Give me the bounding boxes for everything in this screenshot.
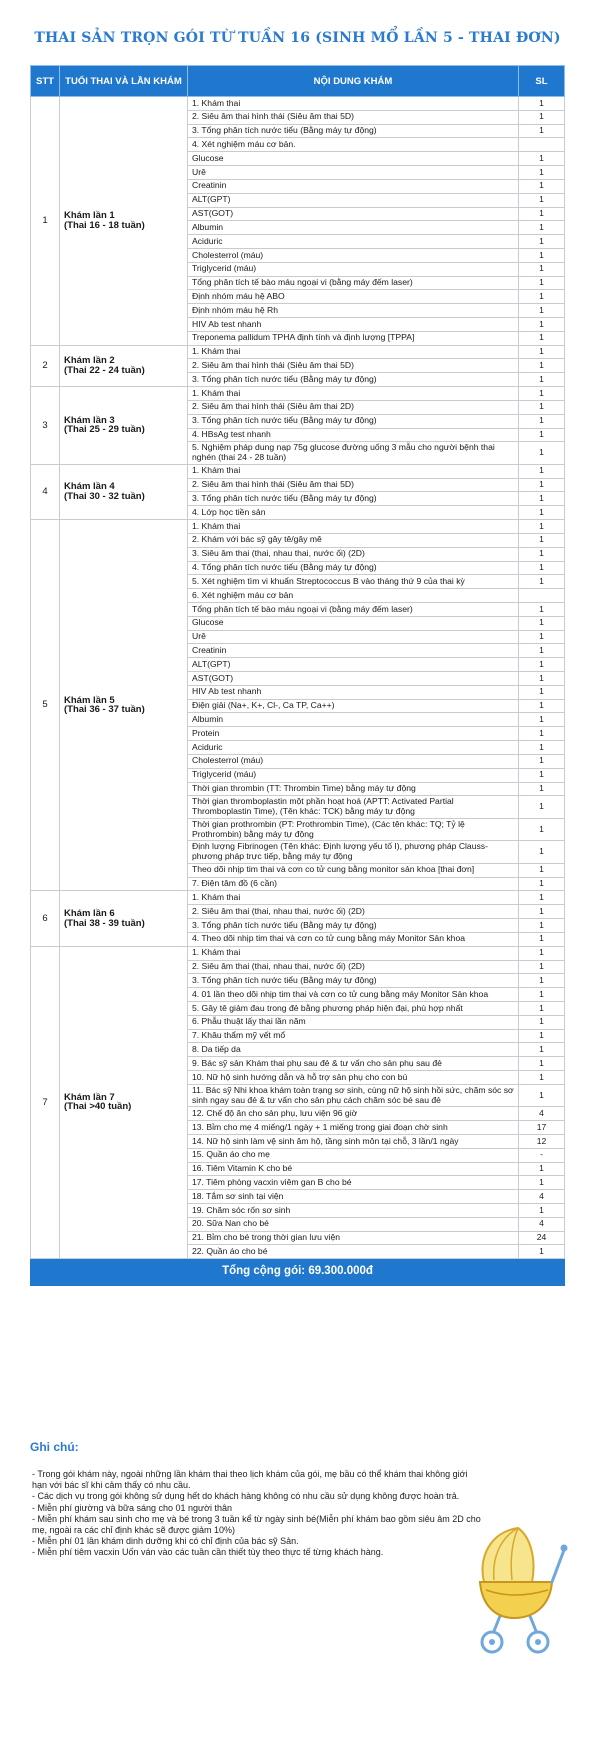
exam-item-cell: 1. Khám thai xyxy=(188,97,519,111)
quantity-cell: 1 xyxy=(519,547,565,561)
exam-item-cell: HIV Ab test nhanh xyxy=(188,318,519,332)
quantity-cell: 1 xyxy=(519,414,565,428)
baby-stroller-illustration xyxy=(470,1510,570,1660)
note-item: - Trong gói khám này, ngoài những lần khám thai theo lịch khám của gói, mẹ bầu có thể khám thai không giới hạn với bác sĩ khi cảm thấy có nhu cầu. xyxy=(32,1469,468,1491)
quantity-cell: 1 xyxy=(519,988,565,1002)
quantity-cell: 1 xyxy=(519,359,565,373)
quantity-cell: 1 xyxy=(519,946,565,960)
exam-item-cell: Albumin xyxy=(188,221,519,235)
quantity-cell: 1 xyxy=(519,685,565,699)
exam-item-cell: 19. Chăm sóc rốn sơ sinh xyxy=(188,1204,519,1218)
exam-item-cell: 1. Khám thai xyxy=(188,946,519,960)
quantity-cell: 1 xyxy=(519,782,565,796)
quantity-cell: 1 xyxy=(519,713,565,727)
exam-item-cell: 6. Phẫu thuật lấy thai lần năm xyxy=(188,1015,519,1029)
quantity-cell: 1 xyxy=(519,630,565,644)
quantity-cell: 4 xyxy=(519,1190,565,1204)
exam-item-cell: 1. Khám thai xyxy=(188,464,519,478)
note-item: - Miễn phí tiêm vacxin Uốn ván vào các tuần cần thiết tùy theo thực tế từng khách hàng. xyxy=(32,1547,384,1558)
exam-item-cell: 3. Tổng phân tích nước tiểu (Bằng máy tự động) xyxy=(188,414,519,428)
stt-cell: 5 xyxy=(31,520,60,891)
quantity-cell: 1 xyxy=(519,1043,565,1057)
exam-item-cell: 1. Khám thai xyxy=(188,891,519,905)
exam-item-cell: 12. Chế độ ăn cho sản phụ, lưu viện 96 giờ xyxy=(188,1107,519,1121)
exam-item-cell: Glucose xyxy=(188,616,519,630)
table-row xyxy=(31,464,565,478)
visit-age-cell: Khám lần 7 (Thai >40 tuần) xyxy=(60,946,188,1259)
stt-cell: 2 xyxy=(31,345,60,386)
exam-item-cell: 3. Tổng phân tích nước tiểu (Bằng máy tự động) xyxy=(188,373,519,387)
exam-item-cell: 4. Theo dõi nhịp tim thai và cơn co tử cung bằng máy Monitor Sản khoa xyxy=(188,932,519,946)
quantity-cell: 1 xyxy=(519,97,565,111)
exam-item-cell: 13. Bỉm cho mẹ 4 miếng/1 ngày + 1 miếng trong giai đoạn chờ sinh xyxy=(188,1121,519,1135)
exam-item-cell: ALT(GPT) xyxy=(188,658,519,672)
quantity-cell: 1 xyxy=(519,207,565,221)
quantity-cell: 1 xyxy=(519,193,565,207)
exam-item-cell: Định nhóm máu hệ Rh xyxy=(188,304,519,318)
quantity-cell: 1 xyxy=(519,152,565,166)
visit-age-cell: Khám lần 4 (Thai 30 - 32 tuần) xyxy=(60,464,188,519)
quantity-cell: 1 xyxy=(519,478,565,492)
quantity-cell: 12 xyxy=(519,1134,565,1148)
quantity-cell: 1 xyxy=(519,290,565,304)
quantity-cell: 1 xyxy=(519,602,565,616)
exam-item-cell: 17. Tiêm phòng vacxin viêm gan B cho bé xyxy=(188,1176,519,1190)
total-row xyxy=(31,1259,565,1286)
table-row xyxy=(31,946,565,960)
exam-item-cell: AST(GOT) xyxy=(188,672,519,686)
quantity-cell: 1 xyxy=(519,304,565,318)
visit-age-cell: Khám lần 1 (Thai 16 - 18 tuần) xyxy=(60,97,188,346)
exam-item-cell: 2. Siêu âm thai hình thái (Siêu âm thai 5D) xyxy=(188,359,519,373)
exam-item-cell: 2. Siêu âm thai hình thái (Siêu âm thai 5D) xyxy=(188,478,519,492)
quantity-cell: 1 xyxy=(519,768,565,782)
exam-item-cell: 2. Khám với bác sỹ gây tê/gây mê xyxy=(188,533,519,547)
exam-item-cell: 22. Quần áo cho bé xyxy=(188,1245,519,1259)
exam-item-cell: Creatinin xyxy=(188,644,519,658)
table-row xyxy=(31,520,565,534)
stt-cell: 3 xyxy=(31,387,60,465)
stt-cell: 1 xyxy=(31,97,60,346)
exam-item-cell: 2. Siêu âm thai (thai, nhau thai, nước ối) (2D) xyxy=(188,905,519,919)
quantity-cell: 4 xyxy=(519,1217,565,1231)
stt-cell: 6 xyxy=(31,891,60,946)
quantity-cell: 1 xyxy=(519,741,565,755)
table-row xyxy=(31,891,565,905)
exam-item-cell: 8. Da tiếp da xyxy=(188,1043,519,1057)
exam-item-cell: Aciduric xyxy=(188,741,519,755)
exam-item-cell: 1. Khám thai xyxy=(188,387,519,401)
quantity-cell: 1 xyxy=(519,1162,565,1176)
exam-item-cell: 1. Khám thai xyxy=(188,345,519,359)
exam-item-cell: 3. Tổng phân tích nước tiểu (Bằng máy tự động) xyxy=(188,974,519,988)
header-age: TUỔI THAI VÀ LẦN KHÁM xyxy=(60,66,188,97)
exam-item-cell: Triglycerid (máu) xyxy=(188,262,519,276)
quantity-cell: 1 xyxy=(519,318,565,332)
quantity-cell: 1 xyxy=(519,1245,565,1259)
exam-item-cell: Thời gian thrombin (TT: Thrombin Time) bằng máy tự động xyxy=(188,782,519,796)
exam-item-cell: 16. Tiêm Vitamin K cho bé xyxy=(188,1162,519,1176)
exam-item-cell: 11. Bác sỹ Nhi khoa khám toàn trạng sơ sinh, cùng nữ hộ sinh hồi sức, chăm sóc sơ sinh ngay sau đẻ & tư vấn cho sản phụ cách chăm sóc bé sau đẻ xyxy=(188,1084,519,1107)
quantity-cell: 1 xyxy=(519,699,565,713)
exam-item-cell: 4. Lớp học tiền sản xyxy=(188,506,519,520)
exam-item-cell: Protein xyxy=(188,727,519,741)
quantity-cell: 1 xyxy=(519,166,565,180)
table-row xyxy=(31,97,565,111)
quantity-cell: 1 xyxy=(519,345,565,359)
exam-item-cell: Cholesterrol (máu) xyxy=(188,248,519,262)
exam-item-cell: 3. Tổng phân tích nước tiểu (Bằng máy tự động) xyxy=(188,492,519,506)
visit-age-cell: Khám lần 3 (Thai 25 - 29 tuần) xyxy=(60,387,188,465)
notes-title: Ghi chú: xyxy=(30,1440,79,1454)
exam-item-cell: 3. Siêu âm thai (thai, nhau thai, nước ối) (2D) xyxy=(188,547,519,561)
notes-list xyxy=(32,1469,482,1559)
quantity-cell: 1 xyxy=(519,877,565,891)
quantity-cell: 1 xyxy=(519,575,565,589)
note-item: - Miễn phí giường và bữa sáng cho 01 người thân xyxy=(32,1502,232,1513)
header-qty: SL xyxy=(519,66,565,97)
quantity-cell: 1 xyxy=(519,727,565,741)
quantity-cell: 1 xyxy=(519,492,565,506)
quantity-cell: 1 xyxy=(519,110,565,124)
exam-item-cell: Định nhóm máu hệ ABO xyxy=(188,290,519,304)
exam-item-cell: 4. 01 lần theo dõi nhịp tim thai và cơn co tử cung bằng máy Monitor Sản khoa xyxy=(188,988,519,1002)
exam-item-cell: ALT(GPT) xyxy=(188,193,519,207)
exam-item-cell: 2. Siêu âm thai (thai, nhau thai, nước ối) (2D) xyxy=(188,960,519,974)
page-title: THAI SẢN TRỌN GÓI TỪ TUẦN 16 (SINH MỔ LẦN 5 - THAI ĐƠN) xyxy=(34,30,561,46)
quantity-cell: 1 xyxy=(519,1001,565,1015)
quantity-cell: 1 xyxy=(519,1071,565,1085)
quantity-cell: 1 xyxy=(519,248,565,262)
quantity-cell: 1 xyxy=(519,672,565,686)
quantity-cell: 1 xyxy=(519,905,565,919)
table-header-row xyxy=(31,66,565,97)
exam-item-cell: 5. Nghiệm pháp dung nạp 75g glucose đường uống 3 mẫu cho người bệnh thai nghén (thai 24 - 28 tuần) xyxy=(188,442,519,465)
exam-item-cell: Creatinin xyxy=(188,179,519,193)
package-table xyxy=(30,65,565,1286)
quantity-cell: 1 xyxy=(519,442,565,465)
quantity-cell: 1 xyxy=(519,616,565,630)
exam-item-cell: Tổng phân tích tế bào máu ngoại vi (bằng máy đếm laser) xyxy=(188,276,519,290)
exam-item-cell: 3. Tổng phân tích nước tiểu (Bằng máy tự động) xyxy=(188,919,519,933)
exam-item-cell: Albumin xyxy=(188,713,519,727)
exam-item-cell: 21. Bỉm cho bé trong thời gian lưu viện xyxy=(188,1231,519,1245)
exam-item-cell: Thời gian thromboplastin một phần hoạt hoá (APTT: Activated Partial Thromboplastin Time), (Tên khác: TCK) bằng máy tự động xyxy=(188,796,519,819)
exam-item-cell: Điện giải (Na+, K+, Cl-, Ca TP, Ca++) xyxy=(188,699,519,713)
stt-cell: 4 xyxy=(31,464,60,519)
quantity-cell: 1 xyxy=(519,841,565,864)
stt-cell: 7 xyxy=(31,946,60,1259)
header-content: NỘI DUNG KHÁM xyxy=(188,66,519,97)
quantity-cell: 1 xyxy=(519,1084,565,1107)
visit-age-cell: Khám lần 5 (Thai 36 - 37 tuần) xyxy=(60,520,188,891)
quantity-cell: 1 xyxy=(519,276,565,290)
quantity-cell: 1 xyxy=(519,1176,565,1190)
exam-item-cell: Glucose xyxy=(188,152,519,166)
exam-item-cell: 10. Nữ hộ sinh hướng dẫn và hỗ trợ sản phụ cho con bú xyxy=(188,1071,519,1085)
quantity-cell: 1 xyxy=(519,428,565,442)
quantity-cell: 4 xyxy=(519,1107,565,1121)
quantity-cell: 1 xyxy=(519,891,565,905)
exam-item-cell: 4. Tổng phân tích nước tiểu (Bằng máy tự động) xyxy=(188,561,519,575)
quantity-cell: 1 xyxy=(519,754,565,768)
quantity-cell: 1 xyxy=(519,932,565,946)
quantity-cell: 1 xyxy=(519,262,565,276)
exam-item-cell: 3. Tổng phân tích nước tiểu (Bằng máy tự động) xyxy=(188,124,519,138)
quantity-cell xyxy=(519,589,565,603)
quantity-cell: 1 xyxy=(519,796,565,819)
exam-item-cell: AST(GOT) xyxy=(188,207,519,221)
quantity-cell: 1 xyxy=(519,919,565,933)
quantity-cell: 1 xyxy=(519,644,565,658)
exam-item-cell: 4. Xét nghiệm máu cơ bản. xyxy=(188,138,519,152)
exam-item-cell: 1. Khám thai xyxy=(188,520,519,534)
quantity-cell: 1 xyxy=(519,863,565,877)
table-row xyxy=(31,387,565,401)
quantity-cell: 17 xyxy=(519,1121,565,1135)
exam-item-cell: 9. Bác sỹ sản Khám thai phụ sau đẻ & tư vấn cho sản phụ sau đẻ xyxy=(188,1057,519,1071)
quantity-cell: 1 xyxy=(519,221,565,235)
quantity-cell: 1 xyxy=(519,387,565,401)
exam-item-cell: Theo dõi nhịp tim thai và cơn co tử cung bằng monitor sản khoa [thai đơn] xyxy=(188,863,519,877)
quantity-cell: 1 xyxy=(519,1057,565,1071)
note-item: - Miễn phí 01 lần khám dinh dưỡng khi có chỉ định của bác sỹ Sản. xyxy=(32,1536,299,1547)
exam-item-cell: 5. Gây tê giảm đau trong đẻ bằng phương pháp hiện đại, phù hợp nhất xyxy=(188,1001,519,1015)
quantity-cell: 1 xyxy=(519,974,565,988)
quantity-cell: 1 xyxy=(519,373,565,387)
exam-item-cell: Urê xyxy=(188,166,519,180)
quantity-cell: 1 xyxy=(519,1029,565,1043)
exam-item-cell: 20. Sữa Nan cho bé xyxy=(188,1217,519,1231)
exam-item-cell: Định lượng Fibrinogen (Tên khác: Định lượng yếu tố I), phương pháp Clauss- phương pháp trực tiếp, bằng máy tự động xyxy=(188,841,519,864)
quantity-cell: 1 xyxy=(519,506,565,520)
exam-item-cell: Aciduric xyxy=(188,235,519,249)
exam-item-cell: 15. Quần áo cho mẹ xyxy=(188,1148,519,1162)
exam-item-cell: 6. Xét nghiệm máu cơ bản xyxy=(188,589,519,603)
visit-age-cell: Khám lần 6 (Thai 38 - 39 tuần) xyxy=(60,891,188,946)
quantity-cell: 1 xyxy=(519,960,565,974)
exam-item-cell: 7. Khâu thẩm mỹ vết mổ xyxy=(188,1029,519,1043)
quantity-cell: 1 xyxy=(519,400,565,414)
exam-item-cell: Tổng phân tích tế bào máu ngoại vi (bằng máy đếm laser) xyxy=(188,602,519,616)
exam-item-cell: 4. HBsAg test nhanh xyxy=(188,428,519,442)
quantity-cell: 1 xyxy=(519,235,565,249)
exam-item-cell: 14. Nữ hộ sinh làm vệ sinh âm hộ, tầng sinh môn tại chỗ, 3 lần/1 ngày xyxy=(188,1134,519,1148)
note-item: - Miễn phí khám sau sinh cho mẹ và bé trong 3 tuần kể từ ngày sinh bé(Miễn phí khám bao gồm siêu âm 2D cho mẹ, ngoài ra các chỉ định khác sẽ được giảm 10%) xyxy=(32,1513,481,1536)
header-stt: STT xyxy=(31,66,60,97)
exam-item-cell: HIV Ab test nhanh xyxy=(188,685,519,699)
exam-item-cell: Urê xyxy=(188,630,519,644)
quantity-cell: 1 xyxy=(519,1015,565,1029)
exam-item-cell: Triglycerid (máu) xyxy=(188,768,519,782)
exam-item-cell: 7. Điện tâm đồ (6 cần) xyxy=(188,877,519,891)
exam-item-cell: Cholesterrol (máu) xyxy=(188,754,519,768)
table-body xyxy=(31,97,565,1259)
exam-item-cell: 18. Tắm sơ sinh tại viện xyxy=(188,1190,519,1204)
quantity-cell: 1 xyxy=(519,464,565,478)
exam-item-cell: 5. Xét nghiệm tìm vi khuẩn Streptococcus B vào tháng thứ 9 của thai kỳ xyxy=(188,575,519,589)
quantity-cell xyxy=(519,138,565,152)
exam-item-cell: 2. Siêu âm thai hình thái (Siêu âm thai 5D) xyxy=(188,110,519,124)
visit-age-cell: Khám lần 2 (Thai 22 - 24 tuần) xyxy=(60,345,188,386)
quantity-cell: 24 xyxy=(519,1231,565,1245)
quantity-cell: 1 xyxy=(519,124,565,138)
quantity-cell: 1 xyxy=(519,533,565,547)
total-price: Tổng cộng gói: 69.300.000đ xyxy=(31,1259,565,1286)
quantity-cell: 1 xyxy=(519,520,565,534)
quantity-cell: 1 xyxy=(519,1204,565,1218)
quantity-cell: 1 xyxy=(519,331,565,345)
quantity-cell: 1 xyxy=(519,818,565,841)
exam-item-cell: Treponema pallidum TPHA định tính và định lượng [TPPA] xyxy=(188,331,519,345)
exam-item-cell: 2. Siêu âm thai hình thái (Siêu âm thai 2D) xyxy=(188,400,519,414)
quantity-cell: 1 xyxy=(519,561,565,575)
quantity-cell: - xyxy=(519,1148,565,1162)
quantity-cell: 1 xyxy=(519,658,565,672)
table-row xyxy=(31,345,565,359)
quantity-cell: 1 xyxy=(519,179,565,193)
note-item: - Các dịch vụ trong gói không sử dụng hết do khách hàng không có nhu cầu sử dụng không được hoàn trả. xyxy=(32,1491,460,1502)
exam-item-cell: Thời gian prothrombin (PT: Prothrombin Time), (Các tên khác: TQ; Tỷ lệ Prothrombin) bằng máy tự động xyxy=(188,818,519,841)
